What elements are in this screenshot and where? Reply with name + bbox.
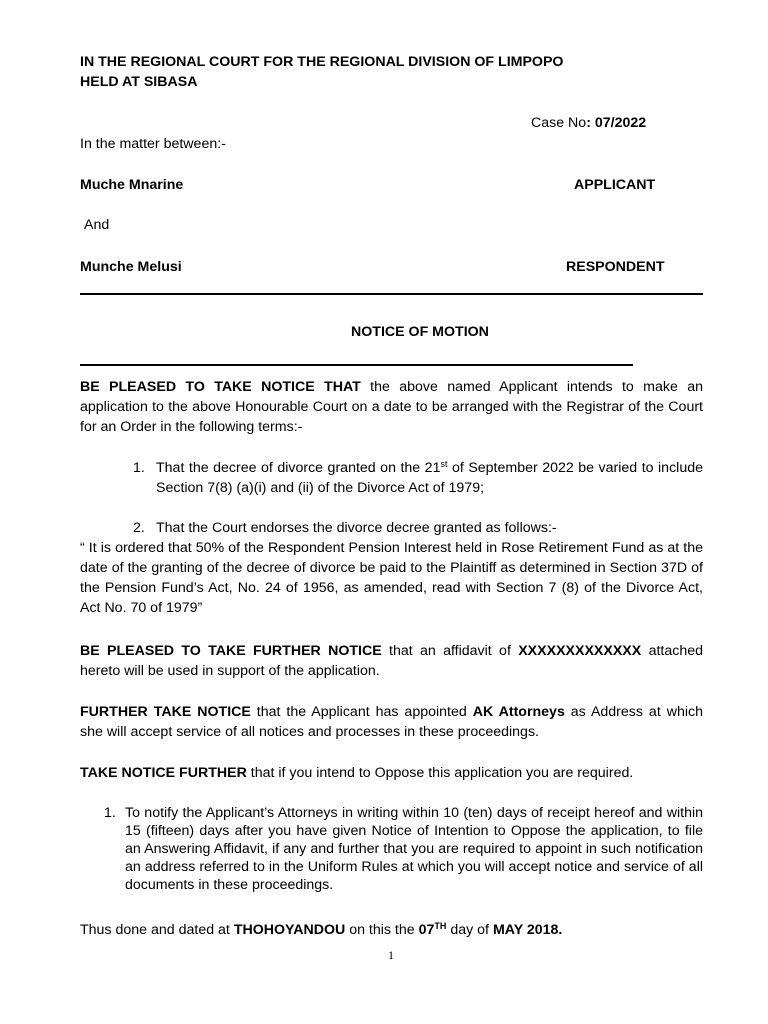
- term-2-number: 2.: [133, 520, 145, 536]
- held-at-line: HELD AT SIBASA: [80, 74, 198, 90]
- closing-month-year: MAY 2018.: [492, 922, 563, 938]
- term-1-number: 1.: [133, 460, 145, 476]
- closing-line: Thus done and dated at THOHOYANDOU on this the 07TH day of MAY 2018.: [80, 921, 563, 938]
- divider-top: [80, 293, 703, 295]
- closing-day-superscript: TH: [434, 921, 447, 931]
- order-quote: “ It is ordered that 50% of the Respondent Pension Interest held in Rose Retirement Fund as at the date of the granting of the decree of divorce be paid to the Plaintiff as determined in Section 37D of the Pension Fund’s Act, No. 24 of 1956, as amended, read with Section 7 (8) of the Divorce Act, Act No. 70 of 1979”: [80, 540, 703, 616]
- oppose-paragraph: TAKE NOTICE FURTHER that if you intend to Oppose this application you are required.: [80, 765, 634, 781]
- case-number: [531, 113, 646, 133]
- further-notice-paragraph: BE PLEASED TO TAKE FURTHER NOTICE that an affidavit of XXXXXXXXXXXXX attached hereto will be used in support of the application.: [80, 643, 703, 679]
- term-1-text: That the decree of divorce granted on the 21st of September 2022 be varied to include Section 7(8) (a)(i) and (ii) of the Divorce Act of 1979;: [156, 459, 703, 496]
- matter-intro: In the matter between:-: [80, 136, 226, 152]
- applicant-name: Muche Mnarine: [80, 177, 184, 193]
- deponent-name: XXXXXXXXXXXXX: [518, 643, 642, 659]
- attorneys-paragraph: FURTHER TAKE NOTICE that the Applicant has appointed AK Attorneys as Address at which she will accept service of all notices and processes in these proceedings.: [80, 704, 703, 740]
- closing-place: THOHOYANDOU: [233, 922, 346, 938]
- court-heading: [80, 52, 700, 92]
- attorney-firm: AK Attorneys: [472, 704, 565, 720]
- notice-lead: BE PLEASED TO TAKE NOTICE THAT: [80, 379, 361, 395]
- closing-day: 07: [418, 922, 435, 938]
- case-number-label: Case No: [531, 115, 587, 131]
- parties-conjunction: And: [84, 217, 110, 233]
- document-title: NOTICE OF MOTION: [351, 324, 489, 340]
- applicant-role: APPLICANT: [574, 177, 656, 193]
- further-notice-lead: BE PLEASED TO TAKE FURTHER NOTICE: [80, 643, 382, 659]
- attorneys-lead: FURTHER TAKE NOTICE: [80, 704, 251, 720]
- case-number-value: : 07/2022: [586, 115, 647, 131]
- court-line: IN THE REGIONAL COURT FOR THE REGIONAL DIVISION OF LIMPOPO: [80, 54, 564, 70]
- page-number: 1: [388, 948, 394, 962]
- requirement-1-number: 1.: [104, 805, 116, 821]
- oppose-lead: TAKE NOTICE FURTHER: [80, 765, 247, 781]
- divider-bottom: [80, 364, 633, 366]
- respondent-name: Munche Melusi: [80, 259, 182, 275]
- notice-text: the above named Applicant intends to make an application to the above Honourable Court on a date to be arranged with the Registrar of the Court for an Order in the following terms:-: [80, 379, 703, 435]
- notice-paragraph: [80, 377, 703, 437]
- term-2-text: That the Court endorses the divorce decree granted as follows:-: [156, 520, 557, 536]
- respondent-role: RESPONDENT: [566, 259, 665, 275]
- requirement-1-text: To notify the Applicant’s Attorneys in writing within 10 (ten) days of receipt hereof and within 15 (fifteen) days after you have given Notice of Intention to Oppose the application, to file an Answering Affidavit, if any and further that you are required to appoint in such notification an address referred to in the Uniform Rules at which you will accept notice and service of all documents in these proceedings.: [125, 805, 703, 893]
- term-1-superscript: st: [440, 459, 448, 469]
